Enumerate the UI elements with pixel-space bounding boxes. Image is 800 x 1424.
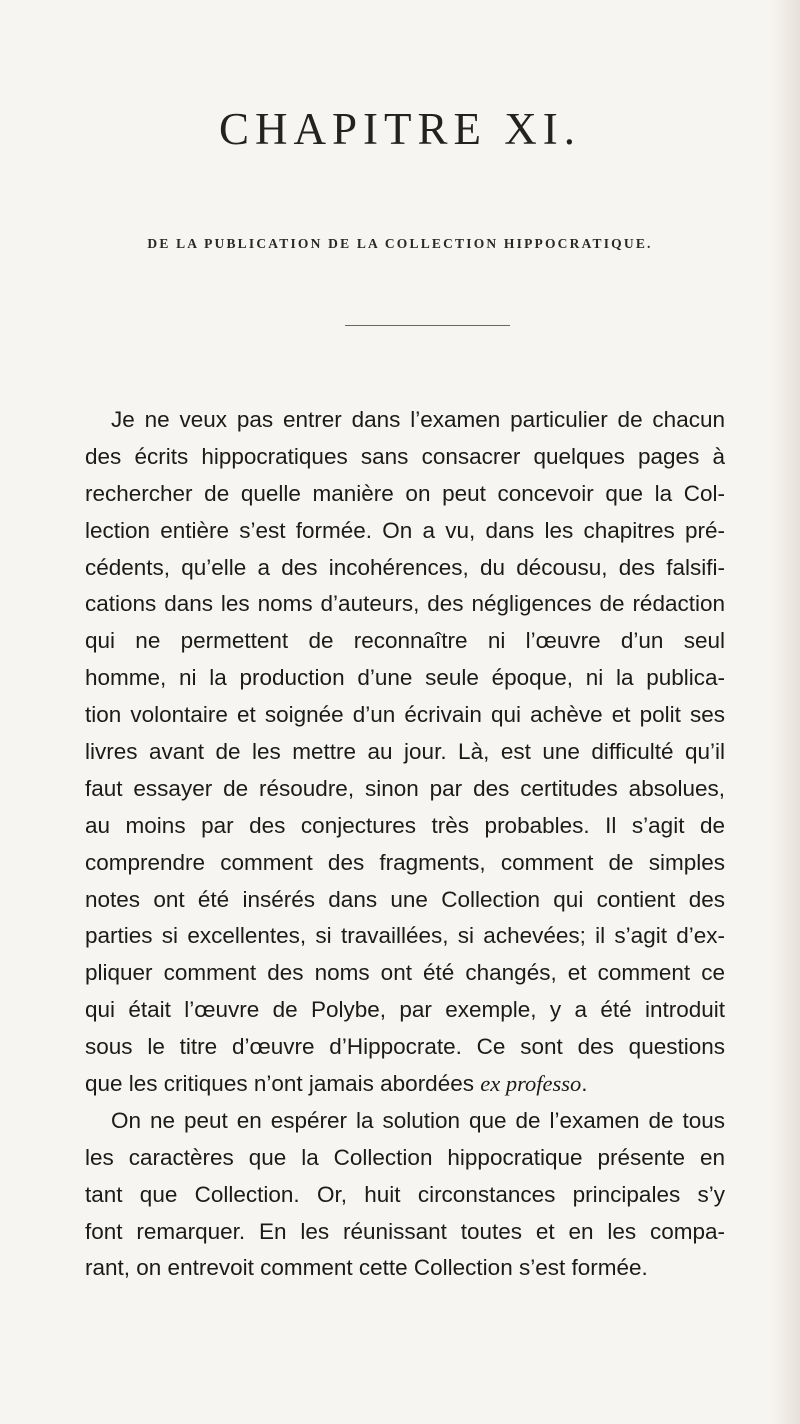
body-text [85,402,725,1287]
text-line: lection entière s’est formée. On a vu, dans les chapitres pré- [85,517,725,543]
text-line: parties si excellentes, si travaillées, si achevées; il s’agit d’ex- [85,923,725,949]
text-line: cédents, qu’elle a des incohérences, du décousu, des falsifi- [85,554,725,580]
text-line: sous le titre d’œuvre d’Hippocrate. Ce sont des questions [85,1034,725,1060]
text-line: qui était l’œuvre de Polybe, par exemple, y a été introduit [85,997,725,1023]
text-line: pliquer comment des noms ont été changés, et comment ce [85,960,725,986]
text-fragment: que les critiques n’ont jamais abordées [85,1071,481,1097]
text-line: livres avant de les mettre au jour. Là, est une difficulté qu’il [85,739,725,765]
text-line: au moins par des conjectures très probables. Il s’agit de [85,812,725,838]
paragraph-1 [85,402,725,1103]
text-line: rant, on entrevoit comment cette Collection s’est formée. [85,1255,648,1281]
text-line: qui ne permettent de reconnaître ni l’œuvre d’un seul [85,628,725,654]
text-line: Je ne veux pas entrer dans l’examen particulier de chacun [111,407,725,432]
chapter-subtitle: DE LA PUBLICATION DE LA COLLECTION HIPPOCRATIQUE. [147,236,653,251]
text-line: notes ont été insérés dans une Collection qui contient des [85,886,725,912]
divider-rule [345,325,510,326]
text-line: tant que Collection. Or, huit circonstances principales s’y [85,1181,725,1207]
text-line: cations dans les noms d’auteurs, des négligences de rédaction [85,591,725,617]
text-line: comprendre comment des fragments, comment de simples [85,849,725,875]
paragraph-2 [85,1103,725,1287]
italic-phrase: ex professo [480,1071,582,1097]
text-line: rechercher de quelle manière on peut concevoir que la Col- [85,480,725,506]
text-line: faut essayer de résoudre, sinon par des certitudes absolues, [85,775,725,801]
text-fragment: . [581,1071,588,1097]
text-line: font remarquer. En les réunissant toutes et en les compa- [85,1218,725,1244]
text-line: homme, ni la production d’une seule époque, ni la publica- [85,665,725,691]
text-line: tion volontaire et soignée d’un écrivain qui achève et polit ses [85,702,725,728]
text-line: les caractères que la Collection hippocratique présente en [85,1144,725,1170]
text-line-last [85,1066,725,1103]
text-line: des écrits hippocratiques sans consacrer quelques pages à [85,443,725,469]
text-line: On ne peut en espérer la solution que de l’examen de tous [111,1107,725,1133]
chapter-title: CHAPITRE XI. [219,104,581,154]
